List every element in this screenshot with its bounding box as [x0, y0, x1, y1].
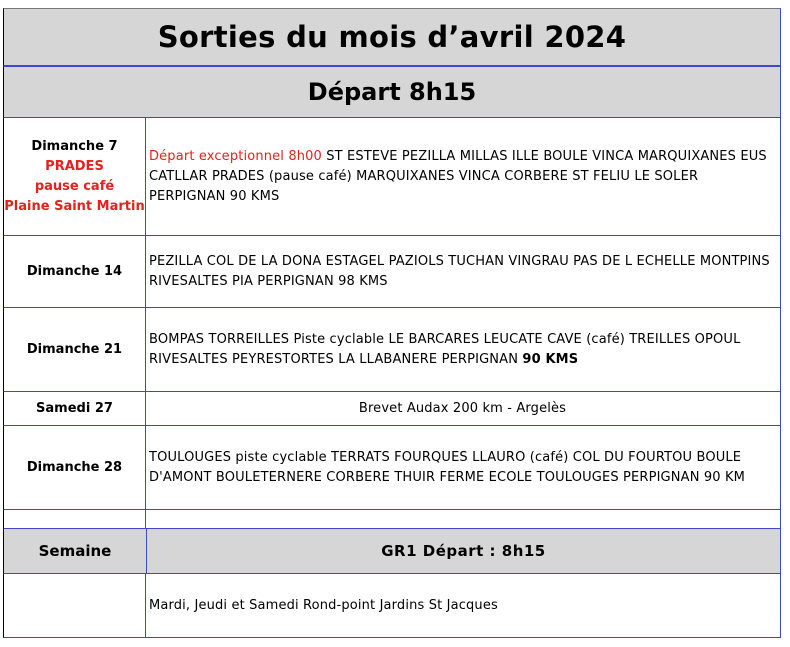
- day-label: Dimanche 14: [26, 263, 123, 279]
- day-cell-2: [3, 236, 146, 308]
- route-description: [149, 330, 776, 370]
- route-text: ST ESTEVE PEZILLA MILLAS ILLE BOULE VINCA MARQUIXANES EUS CATLLAR PRADES (pause café) MARQUIXANES VINCA CORBERE ST FELIU LE SOLER PERPIGNAN 90 KMS: [149, 148, 767, 204]
- route-description: [149, 147, 776, 207]
- route-text: PEZILLA COL DE LA DONA ESTAGEL PAZIOLS TUCHAN VINGRAU PAS DE L ECHELLE MONTPINS RIVESALTES PIA PERPIGNAN 98 KMS: [149, 253, 770, 289]
- day-label: Samedi 27: [36, 400, 113, 416]
- depart-time: Départ 8h15: [307, 78, 477, 106]
- empty-cell: [3, 510, 146, 529]
- empty-cell: [3, 574, 146, 638]
- day-cell-1: [3, 118, 146, 236]
- meeting-point: Mardi, Jeudi et Samedi Rond-point Jardins St Jacques: [149, 597, 498, 613]
- meeting-cell: [146, 574, 781, 638]
- route-text: Brevet Audax 200 km - Argelès: [358, 400, 567, 416]
- route-cell-5: [146, 426, 781, 510]
- day-cell-3: [3, 308, 146, 392]
- empty-cell: [146, 510, 781, 529]
- route-cell-3: [146, 308, 781, 392]
- depart-band: [3, 66, 781, 118]
- route-cell-2: [146, 236, 781, 308]
- day-note: PRADES: [45, 158, 104, 174]
- route-text: TOULOUGES piste cyclable TERRATS FOURQUES LLAURO (café) COL DU FOURTOU BOULE D'AMONT BOULETERNERE CORBERE THUIR FERME ECOLE TOULOUGES PERPIGNAN 90 KM: [149, 449, 746, 485]
- day-label: Dimanche 7: [31, 138, 118, 154]
- day-label: Dimanche 21: [26, 341, 123, 357]
- day-cell-4: [3, 392, 146, 426]
- route-distance: 90 KMS: [522, 351, 579, 367]
- day-cell-5: [3, 426, 146, 510]
- week-label: Semaine: [4, 529, 147, 573]
- day-label: Dimanche 28: [26, 459, 123, 475]
- page-title: Sorties du mois d’avril 2024: [157, 20, 627, 54]
- week-band: [3, 529, 781, 574]
- day-note: Plaine Saint Martin: [4, 198, 145, 214]
- title-band: [3, 8, 781, 66]
- gr1-departure: GR1 Départ : 8h15: [381, 542, 546, 560]
- exceptional-departure: Départ exceptionnel 8h00: [149, 148, 322, 164]
- route-text: BOMPAS TORREILLES Piste cyclable LE BARCARES LEUCATE CAVE (café) TREILLES OPOUL RIVESALTES PEYRESTORTES LA LLABANERE PERPIGNAN: [149, 331, 741, 367]
- day-note: pause café: [34, 178, 115, 194]
- route-cell-4: [146, 392, 781, 426]
- route-cell-1: [146, 118, 781, 236]
